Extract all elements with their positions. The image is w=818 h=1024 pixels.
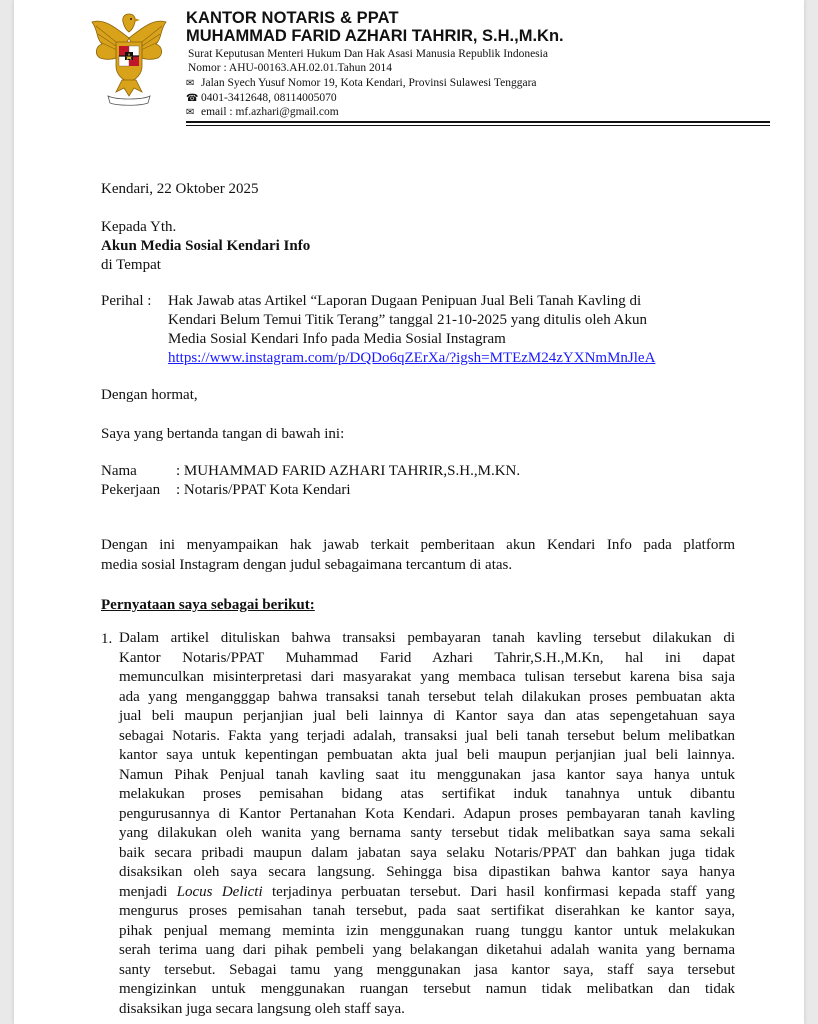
paragraph-line: ada yang mengangggap bahwa transaksi tanah tersebut telah dilakukan proses pembuatan akta [119,688,735,705]
paragraph-line: sebagai Notaris. Fakta yang terjadi adalah, transaksi jual beli tanah tersebut belum melibatkan [119,727,735,744]
recipient-place: di Tempat [101,257,161,273]
locus-post: terjadinya perbuatan tersebut. Dari hasil konfirmasi kepada staff yang [262,883,735,900]
locus-pre: menjadi [119,883,177,900]
decree-text: Surat Keputusan Menteri Hukum Dan Hak Asasi Manusia Republik Indonesia [188,48,548,60]
paragraph-line: disaksikan juga secara langsung oleh staff saya. [119,1000,405,1017]
phone-row [186,91,337,106]
decree-number: Nomor : AHU-00163.AH.02.01.Tahun 2014 [188,62,392,74]
paragraph-line: Dengan ini menyampaikan hak jawab terkait pemberitaan akun Kendari Info pada platform [101,537,735,553]
point-paragraph [119,629,735,1019]
phone-text: 0401-3412648, 08114005070 [201,92,337,104]
paragraph-line: kantor saya untuk kepentingan pembuatan akta jual beli maupun perjanjian jual beli lainnya. [119,747,735,763]
email-text: email : mf.azhari@gmail.com [201,106,339,118]
subject-line: Hak Jawab atas Artikel “Laporan Dugaan Penipuan Jual Beli Tanah Kavling di [168,293,642,309]
paragraph-line: pengurusannya di Kantor Pertanahan Kota Kendari. Adapun proses pembayaran tanah kavling [119,805,735,822]
subject-line: Media Sosial Kendari Info pada Media Sosial Instagram [168,331,506,347]
letter-page [14,0,804,1024]
letterhead-divider-thin [186,125,770,126]
paragraph-line: jual beli maupun perjanjian jual beli lainnya di Kantor saya dan atas sepengetahuan saya [119,708,735,724]
job-value: : Notaris/PPAT Kota Kendari [176,482,351,498]
paragraph-line [119,883,735,903]
intro-text: Saya yang bertanda tangan di bawah ini: [101,426,345,442]
paragraph-line: Kantor Notaris/PPAT Muhammad Farid Azhari Tahrir,S.H.,M.Kn, hal ini dapat [119,649,735,666]
address-row [186,76,537,91]
paragraph-line: baik secara pribadi maupun dalam jabatan saya selaku Notaris/PPAT dan bahkan juga tidak [119,844,735,861]
point-number: 1. [101,631,113,647]
garuda-emblem-icon [86,8,172,108]
notary-name: MUHAMMAD FARID AZHARI TAHRIR, S.H.,M.Kn. [186,27,564,45]
name-label: Nama [101,463,137,479]
paragraph-line: mengizinkan untuk menggunakan ruangan tersebut namun tidak melibatkan dan tidak [119,981,735,997]
paragraph-line: media sosial Instagram dengan judul sebagaimana tercantum di atas. [101,556,513,573]
paragraph-line: pihak penjual memang meminta izin menggunakan ruang tunggu kantor untuk melakukan [119,922,735,939]
to-line: Kepada Yth. [101,219,177,235]
subject-label: Perihal : [101,293,152,309]
paragraph-line: serah terima uang dari pihak pembeli yang belakangan diketahui adalah wanita yang bernama [119,942,735,958]
office-name: KANTOR NOTARIS & PPAT [186,9,399,27]
envelope-icon: ✉ [186,78,195,89]
paragraph-line: Namun Pihak Penjual tanah kavling saat itu menggunakan jasa kantor saya hanya untuk [119,766,735,783]
place-date: Kendari, 22 Oktober 2025 [101,181,259,197]
recipient: Akun Media Sosial Kendari Info [101,238,311,254]
name-value: : MUHAMMAD FARID AZHARI TAHRIR,S.H.,M.KN. [176,463,521,479]
paragraph-line: memunculkan misinterpretasi dari masyarakat yang membaca tulisan tersebut karena bisa saja [119,669,735,685]
paragraph-line: disaksikan oleh saya secara langsung. Sehingga bisa dipastikan bahwa kantor saya hanya [119,864,735,880]
statement-heading: Pernyataan saya sebagai berikut: [101,597,315,613]
paragraph-line: yang dilakukan oleh wanita yang bernama santy tersebut tidak melibatkan saya sama sekali [119,825,735,841]
subject-line: Kendari Belum Temui Titik Terang” tanggal 21-10-2025 yang ditulis oleh Akun [168,312,647,328]
address-text: Jalan Syech Yusuf Nomor 19, Kota Kendari, Provinsi Sulawesi Tenggara [201,77,537,89]
email-row [186,105,339,120]
phone-icon: ☎ [186,93,199,104]
paragraph-line: Dalam artikel dituliskan bahwa transaksi pembayaran tanah kavling tersebut dilakukan di [119,630,735,646]
mail-icon: ✉ [186,107,195,118]
letterhead-divider [186,121,770,123]
paragraph-line: mengurus proses pemisahan tanah tersebut, pada saat sertifikat diserahkan ke kantor saya, [119,903,735,919]
paragraph-line: melakukan proses pemisahan bidang atas sertifikat induk tanahnya untuk dibantu [119,786,735,802]
purpose-paragraph [101,536,735,575]
job-label: Pekerjaan [101,482,161,498]
paragraph-line: santy tersebut. Sebagai tamu yang menggunakan jasa kantor saya, staff saya tersebut [119,961,735,978]
instagram-link[interactable]: https://www.instagram.com/p/DQDo6qZErXa/?igsh=MTEzM24zYXNmMnJleA [168,350,656,366]
locus-italic: Locus Delicti [176,883,263,900]
greeting: Dengan hormat, [101,387,198,403]
